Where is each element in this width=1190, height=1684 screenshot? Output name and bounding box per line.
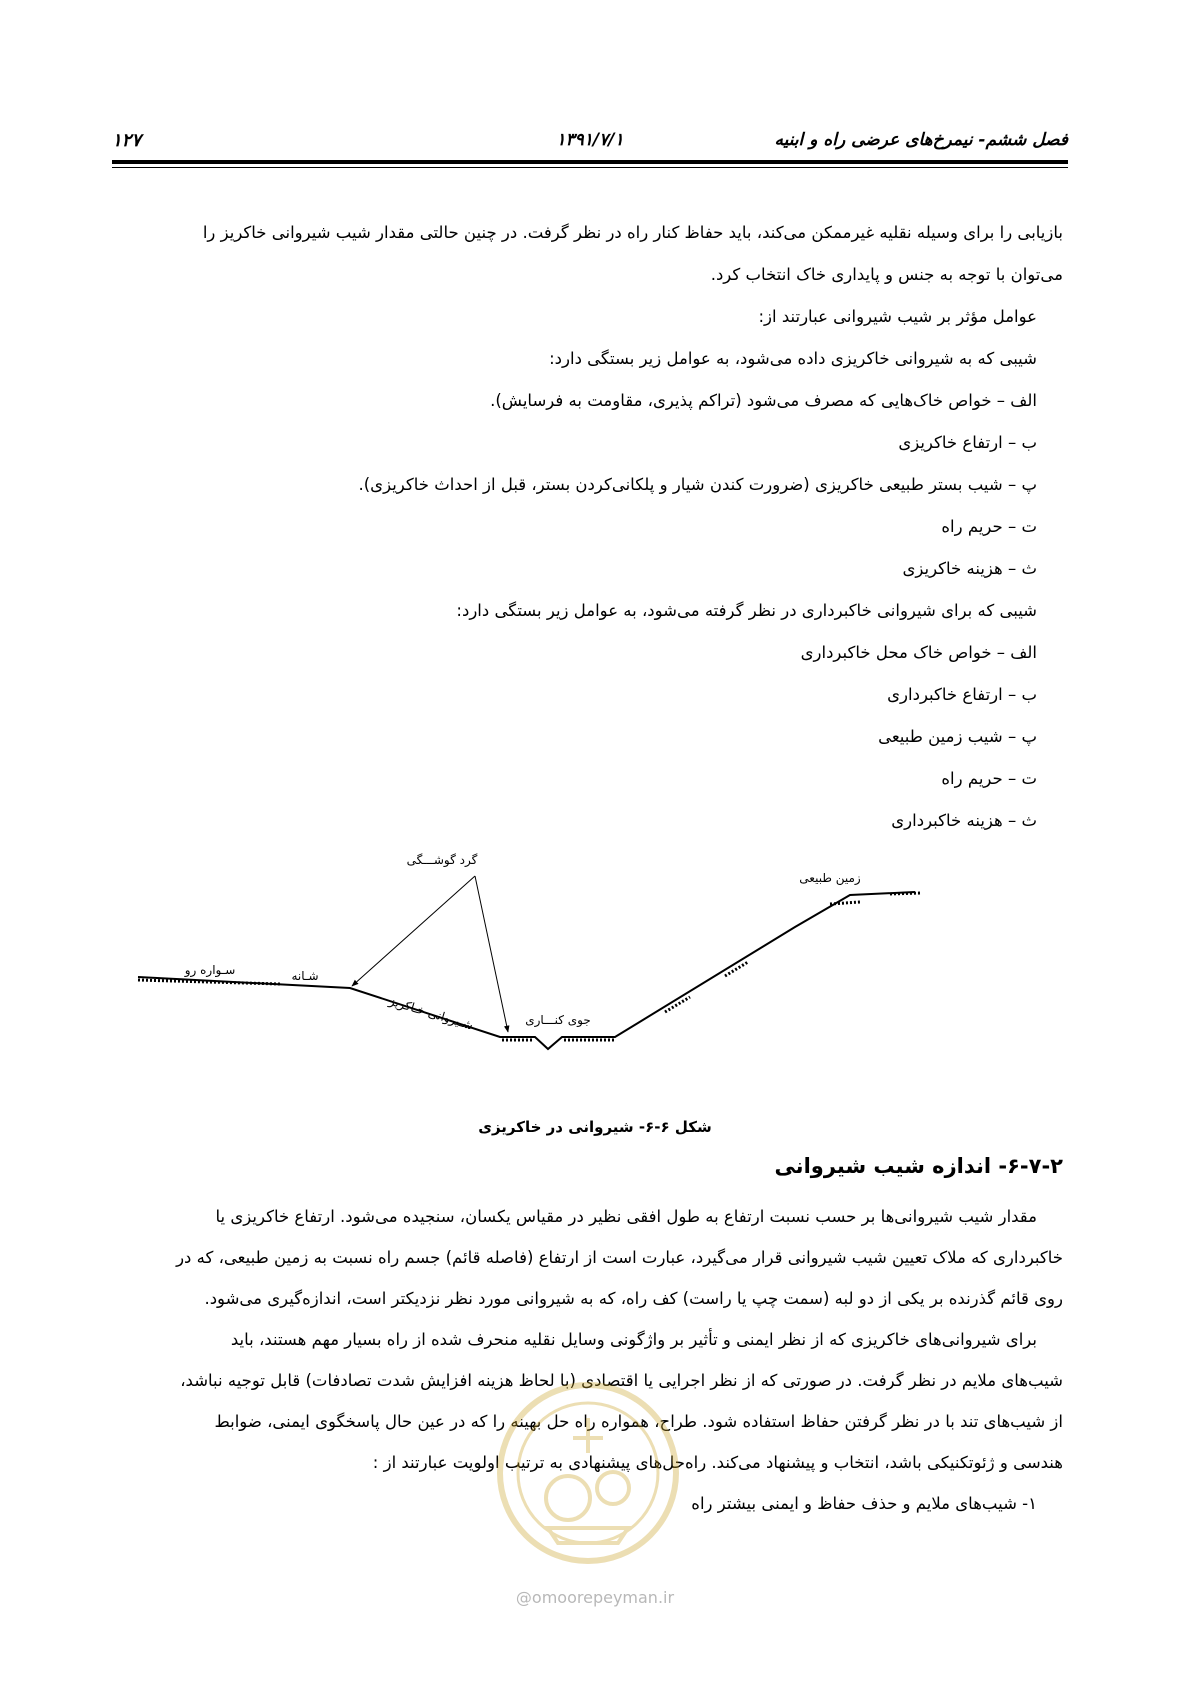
cross-section-diagram (130, 853, 1050, 1072)
header-rule-thin (112, 167, 1068, 168)
cut-item: ث – هزینه خاکبرداری (891, 811, 1037, 830)
section-heading: ۶-۷-۲- اندازه شیب شیروانی (774, 1154, 1063, 1178)
cut-intro: شیبی که برای شیروانی خاکبرداری در نظر گرفته می‌شود، به عوامل زیر بستگی دارد: (456, 601, 1037, 620)
rounding-leader-1 (352, 876, 475, 986)
page-number: ۱۲۷ (112, 130, 142, 151)
rounding-leader-2 (475, 876, 508, 1032)
header-rule-thick (112, 160, 1068, 164)
factors-title: عوامل مؤثر بر شیب شیروانی عبارتند از: (758, 307, 1037, 326)
cut-slope-hatch (725, 962, 748, 976)
cut-item: ب – ارتفاع خاکبرداری (887, 685, 1037, 704)
para1-line: مقدار شیب شیروانی‌ها بر حسب نسبت ارتفاع به طول افقی نظیر در مقیاس یکسان، سنجیده می‌شود. ارتفاع خاکریزی یا (215, 1207, 1037, 1226)
para2-line: برای شیروانی‌های خاکریزی که از نظر ایمنی و تأثیر بر واژگونی وسایل نقلیه منحرف شده از راه بسیار مهم هستند، باید (230, 1330, 1037, 1349)
body-text-top (117, 212, 1063, 842)
label-fill-slope: شـیروانی خـاکریز (387, 993, 475, 1033)
page-header (112, 124, 1068, 158)
list-item-1: ۱- شیب‌های ملایم و حذف حفاظ و ایمنی بیشتر راه (691, 1494, 1037, 1513)
watermark-seal (493, 1378, 683, 1568)
watermark-text: @omoorepeyman.ir (515, 1588, 675, 1607)
label-carriageway: سـواره رو (184, 963, 236, 977)
intro-line-1: بازیابی را برای وسیله نقلیه غیرممکن می‌کند، باید حفاظ کنار راه در نظر گرفت. در چنین حالتی مقدار شیب شیروانی خاکریز را (202, 223, 1063, 242)
fill-item: الف – خواص خاک‌هایی که مصرف می‌شود (تراکم پذیری، مقاومت به فرسایش). (490, 391, 1037, 410)
label-natural-ground: زمین طبیعی (799, 871, 861, 885)
fill-item: ث – هزینه خاکریزی (902, 559, 1037, 578)
fill-item: پ – شیب بستر طبیعی خاکریزی (ضرورت کندن شیار و پلکانی‌کردن بستر، قبل از احداث خاکریزی). (358, 475, 1037, 494)
para2-line: شیب‌های ملایم در نظر گرفت. در صورتی که از نظر اجرایی یا اقتصادی (با لحاظ هزینه افزایش شدت تصادفات) قابل توجیه نباشد، (180, 1371, 1063, 1390)
cut-item: ت – حریم راه (941, 769, 1037, 788)
para2-line: هندسی و ژئوتکنیکی باشد، انتخاب و پیشنهاد می‌کند. راه‌حل‌های پیشنهادی به ترتیب اولویت عبارتند از : (372, 1453, 1063, 1472)
cut-item: الف – خواص خاک محل خاکبرداری (800, 643, 1037, 662)
cut-item: پ – شیب زمین طبیعی (878, 727, 1037, 746)
figure-caption (0, 1118, 1190, 1136)
para1-line: روی قائم گذرنده بر یکی از دو لبه (سمت چپ یا راست) کف راه، که به شیروانی مورد نظر نزدیکتر است، اندازه‌گیری می‌شود. (204, 1289, 1063, 1308)
caption-number: شکل ۶-۶- (638, 1118, 712, 1136)
label-shoulder: شـانه (291, 969, 319, 983)
label-ditch: جوی کنـــاری (525, 1013, 591, 1027)
fill-intro: شیبی که به شیروانی خاکریزی داده می‌شود، به عوامل زیر بستگی دارد: (549, 349, 1037, 368)
para1-line: خاکبرداری که ملاک تعیین شیب شیروانی قرار می‌گیرد، عبارت است از ارتفاع (فاصله قائم) جسم راه نسبت به زمین طبیعی، که در (176, 1248, 1063, 1267)
para2-line: از شیب‌های تند با در نظر گرفتن حفاظ استفاده شود. طراح، همواره راه حل بهینه را که در عین حال پاسخگوی ایمنی، ضوابط (214, 1412, 1063, 1431)
natural-ground-hatch (830, 902, 860, 904)
chapter-title: فصل ششم- نیمرخ‌های عرضی راه و ابنیه (774, 130, 1068, 150)
caption-text: شیروانی در خاکریزی (478, 1118, 634, 1136)
fill-item: ب – ارتفاع خاکریزی (898, 433, 1037, 452)
fill-item: ت – حریم راه (941, 517, 1037, 536)
label-rounding: گرد گوشـــگی (406, 853, 478, 867)
header-date: ۱۳۹۱/۷/۱ (556, 130, 624, 150)
intro-line-2: می‌توان با توجه به جنس و پایداری خاک انتخاب کرد. (710, 265, 1063, 284)
